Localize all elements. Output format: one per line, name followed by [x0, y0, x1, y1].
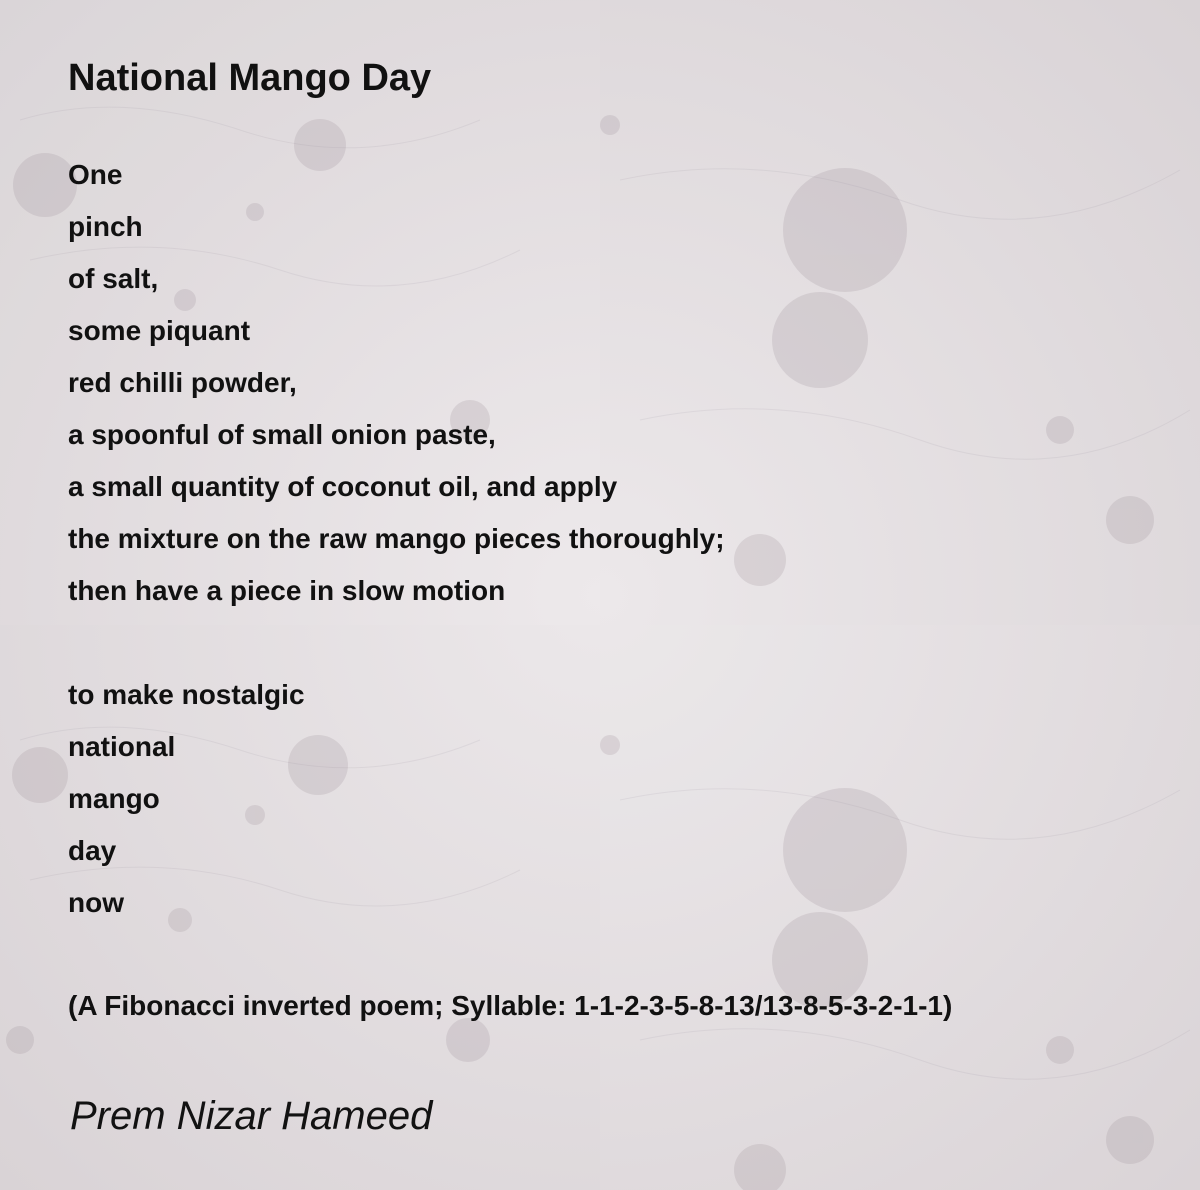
poem-line: some piquant — [68, 315, 251, 346]
poem-line: One — [68, 159, 123, 190]
poem-line: pinch — [68, 211, 143, 242]
poem-line: to make nostalgic — [68, 679, 305, 710]
stanza-1 — [68, 149, 1168, 617]
poem-line: red chilli powder, — [68, 367, 297, 398]
poem-line: a small quantity of coconut oil, and apply — [68, 471, 618, 502]
poem-line: of salt, — [68, 263, 159, 294]
poem-note: (A Fibonacci inverted poem; Syllable: 1-1-2-3-5-8-13/13-8-5-3-2-1-1) — [68, 990, 953, 1021]
poem-line: now — [68, 887, 124, 918]
poem-line: mango — [68, 783, 160, 814]
poem-line: then have a piece in slow motion — [68, 575, 506, 606]
poem-title: National Mango Day — [68, 57, 432, 99]
poem-body — [68, 149, 1168, 929]
poem-line: the mixture on the raw mango pieces thoroughly; — [68, 523, 725, 554]
poem-line: national — [68, 731, 176, 762]
stanza-gap — [68, 617, 1168, 669]
poem-line: day — [68, 835, 117, 866]
poem-author: Prem Nizar Hameed — [70, 1094, 433, 1138]
stanza-2 — [68, 669, 1168, 929]
poem-line: a spoonful of small onion paste, — [68, 419, 496, 450]
